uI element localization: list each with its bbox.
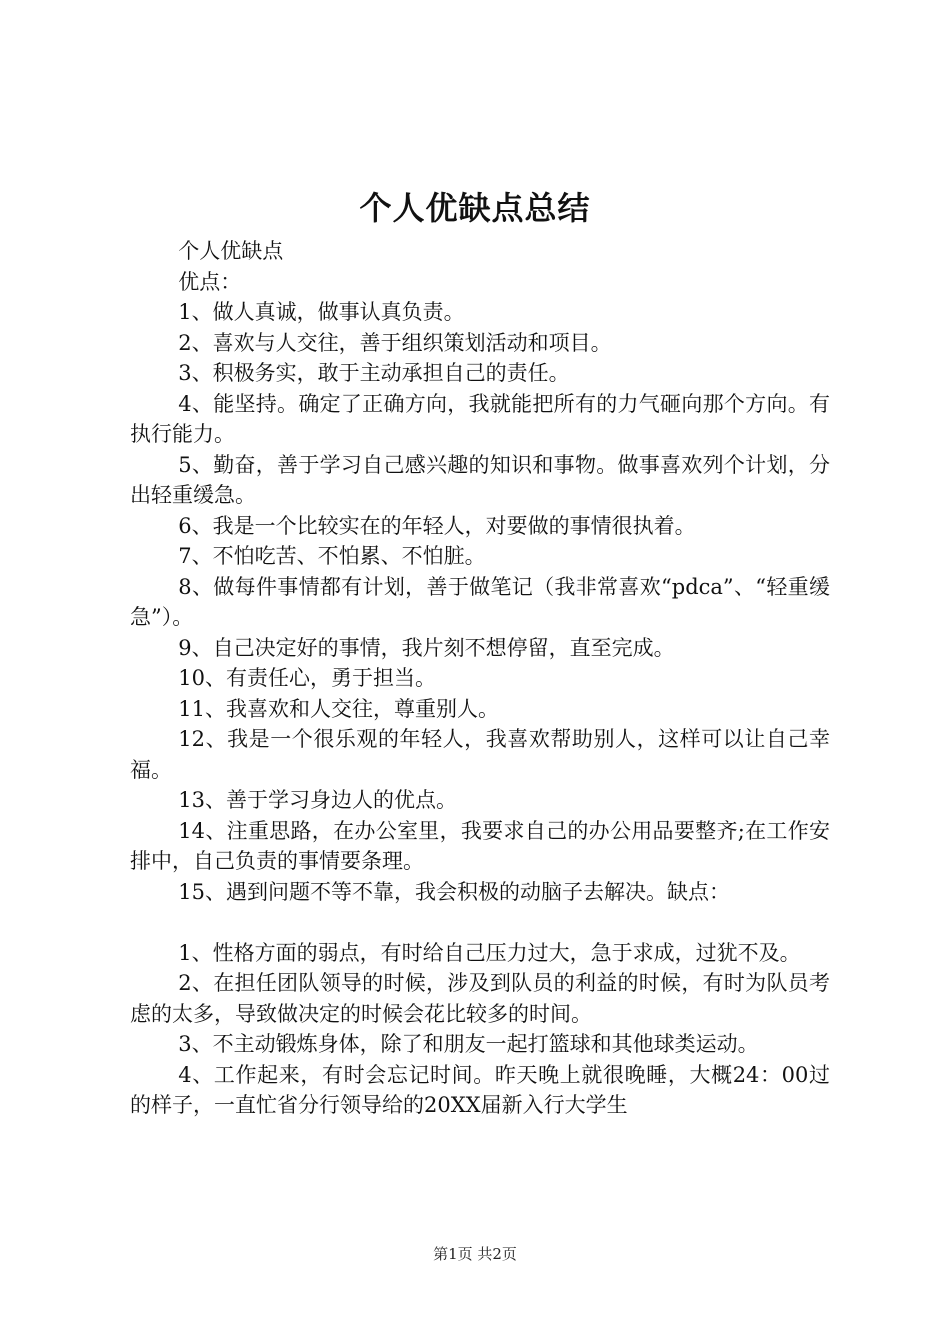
paragraph-strengths-label: 优点： [178,269,242,294]
paragraph-strength-10: 10、有责任心，勇于担当。 [178,666,437,690]
paragraph-blank [130,907,830,938]
paragraph-strength-14: 14、注重思路，在办公室里，我要求自己的办公用品要整齐;在工作安排中，自己负责的事情要条理。 [130,818,830,873]
paragraph-strength-9: 9、自己决定好的事情，我片刻不想停留，直至完成。 [178,635,675,660]
paragraph-strength-7: 7、不怕吃苦、不怕累、不怕脏。 [178,544,486,568]
paragraph-weakness-4: 4、工作起来，有时会忘记时间。昨天晚上就很晚睡，大概24：00过的样子，一直忙省分行领导给的20XX届新入行大学生 [130,1062,830,1117]
paragraph-strength-2: 2、喜欢与人交往，善于组织策划活动和项目。 [178,330,612,355]
paragraph-strength-8: 8、做每件事情都有计划，善于做笔记（我非常喜欢“pdca”、“轻重缓急”）。 [130,574,830,629]
paragraph-weakness-1: 1、性格方面的弱点，有时给自己压力过大，急于求成，过犹不及。 [178,940,801,965]
paragraph-strength-3: 3、积极务实，敢于主动承担自己的责任。 [178,361,570,385]
paragraph-strength-1: 1、做人真诚，做事认真负责。 [178,300,465,324]
paragraph-strength-12: 12、我是一个很乐观的年轻人，我喜欢帮助别人，这样可以让自己幸福。 [130,727,830,782]
document-body [130,236,830,1121]
paragraph-strength-5: 5、勤奋，善于学习自己感兴趣的知识和事物。做事喜欢列个计划，分出轻重缓急。 [130,452,830,507]
paragraph-weakness-3: 3、不主动锻炼身体，除了和朋友一起打篮球和其他球类运动。 [178,1032,759,1056]
paragraph-strength-4: 4、能坚持。确定了正确方向，我就能把所有的力气砸向那个方向。有执行能力。 [130,391,830,446]
paragraph-strength-11: 11、我喜欢和人交往，尊重别人。 [178,696,500,721]
paragraph-heading: 个人优缺点 [178,239,284,263]
page-footer: 第1页 共2页 [433,1245,517,1263]
paragraph-strength-6: 6、我是一个比较实在的年轻人，对要做的事情很执着。 [178,513,696,538]
paragraph-strength-13: 13、善于学习身边人的优点。 [178,788,458,812]
paragraph-strength-15: 15、遇到问题不等不靠，我会积极的动脑子去解决。缺点： [178,879,731,904]
document-title: 个人优缺点总结 [359,189,591,227]
paragraph-weakness-2: 2、在担任团队领导的时候，涉及到队员的利益的时候，有时为队员考虑的太多，导致做决定的时候会花比较多的时间。 [130,971,830,1026]
